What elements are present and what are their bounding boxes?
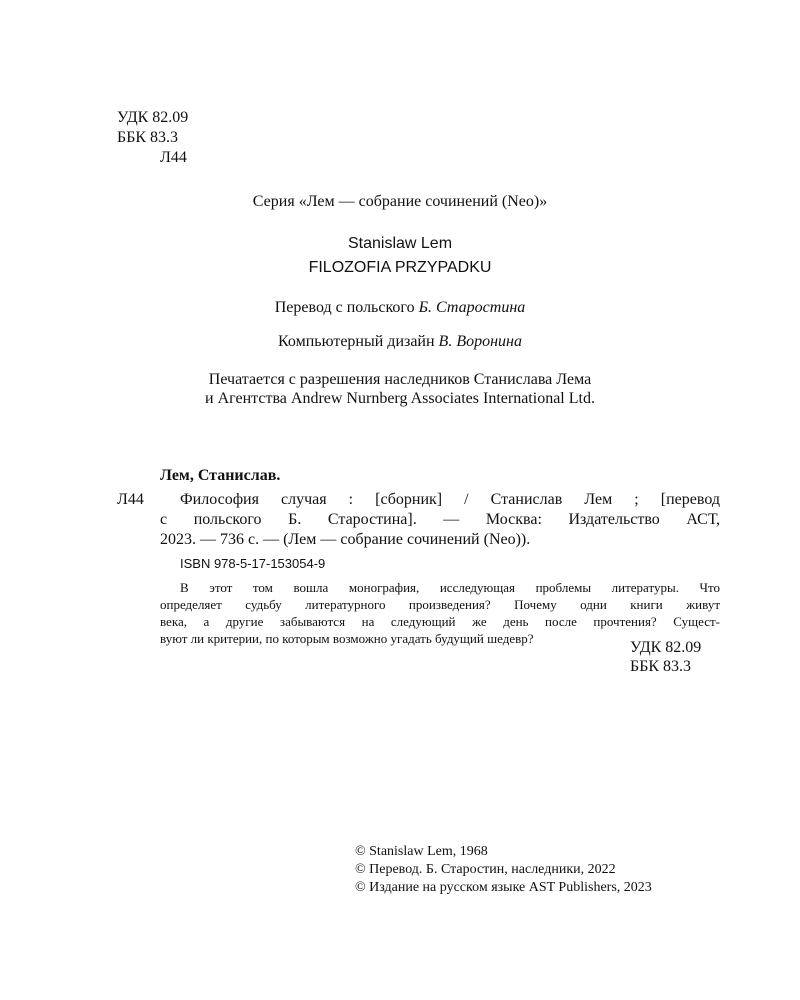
copyright-line: © Издание на русском языке AST Publishers, 2023: [355, 880, 652, 895]
udk-code: УДК 82.09: [117, 109, 189, 126]
catalog-bbk: ББК 83.3: [630, 658, 692, 675]
annotation-line-3: века, а другие забываются на следующий же день после прочтения? Сущест-: [160, 614, 720, 629]
permission-line-2: и Агентства Andrew Nurnberg Associates International Ltd.: [205, 390, 595, 407]
author-mark: Л44: [160, 149, 187, 166]
copyright-line: © Stanislaw Lem, 1968: [355, 844, 488, 859]
original-author: Stanislaw Lem: [347, 235, 453, 252]
designer-name: В. Воронина: [438, 333, 522, 350]
catalog-udk: УДК 82.09: [630, 639, 702, 656]
catalog-line-1: Философия случая : [сборник] / Станислав Лем ; [перевод: [180, 491, 720, 508]
catalog-line-2: с польского Б. Старостина]. — Москва: Издательство АСТ,: [160, 511, 720, 528]
series-line: Серия «Лем — собрание сочинений (Neo)»: [252, 193, 548, 210]
translation-line: [0, 298, 800, 318]
annotation-line-1: В этот том вошла монография, исследующая проблемы литературы. Что: [180, 580, 720, 595]
catalog-heading: Лем, Станислав.: [160, 467, 281, 484]
annotation-line-2: определяет судьбу литературного произведения? Почему одни книги живут: [160, 597, 720, 612]
design-line: [0, 332, 800, 352]
annotation-line-4: вуют ли критерии, по которым возможно угадать будущий шедевр?: [160, 631, 534, 646]
permission-line-1: Печатается с разрешения наследников Станислава Лема: [208, 371, 592, 388]
copyright-block: [355, 843, 652, 897]
translation-label: Перевод с польского: [274, 299, 415, 316]
original-title: FILOZOFIA PRZYPADKU: [308, 259, 492, 276]
catalog-mark: Л44: [117, 491, 144, 508]
isbn: ISBN 978-5-17-153054-9: [180, 556, 326, 571]
copyright-line: © Перевод. Б. Старостин, наследники, 2022: [355, 862, 616, 877]
translator-name: Б. Старостина: [418, 299, 526, 316]
bbk-code: ББК 83.3: [117, 129, 179, 146]
design-label: Компьютерный дизайн: [278, 333, 435, 350]
catalog-line-3: 2023. — 736 с. — (Лем — собрание сочинений (Neo)).: [160, 531, 531, 548]
